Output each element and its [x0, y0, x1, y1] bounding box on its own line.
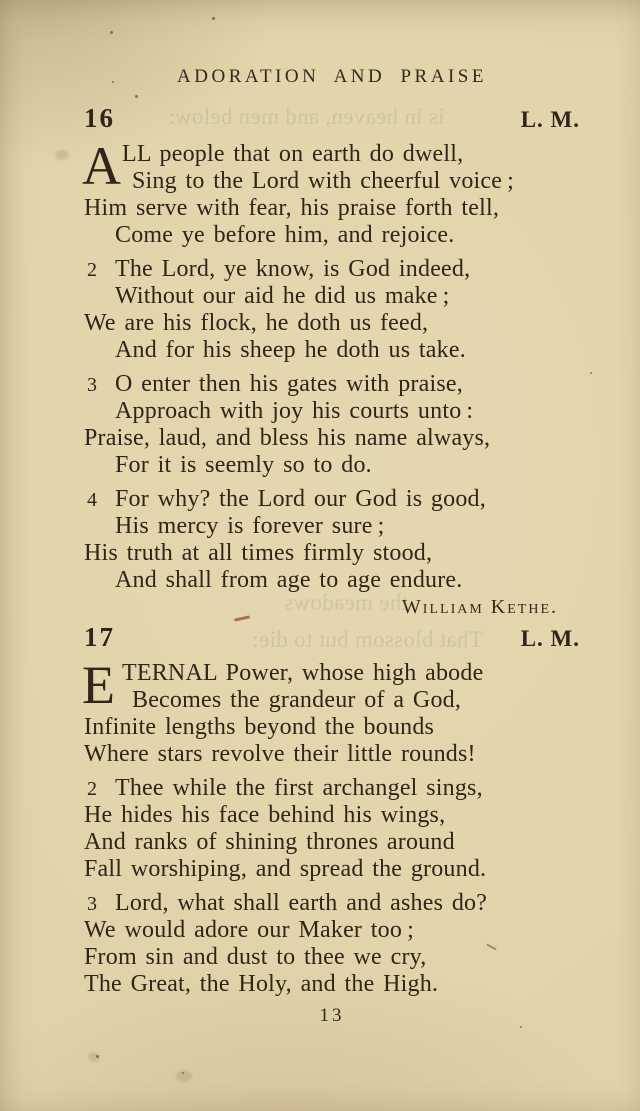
paper-blotch — [88, 1052, 100, 1062]
hymn-17-heading — [84, 622, 580, 656]
stanza-number: 2 — [87, 259, 98, 281]
stanza-number: 4 — [87, 489, 98, 511]
verse-line: We would adore our Maker too ; — [84, 917, 414, 943]
author-attribution: William Kethe. — [401, 596, 558, 618]
drop-cap: A — [82, 136, 121, 196]
stanza-2 — [84, 256, 580, 364]
hymn-meter: L. M. — [520, 626, 580, 651]
verse-line: And for his sheep he doth us take. — [115, 337, 466, 363]
verse-line: LL people that on earth do dwell, — [122, 141, 464, 167]
fox-speck — [96, 1055, 99, 1058]
hymn-number: 17 — [84, 622, 115, 652]
verse-line: For it is seemly so to do. — [115, 452, 372, 478]
hymn-16 — [84, 103, 580, 620]
stanza-1 — [82, 655, 580, 768]
stanza-number: 3 — [87, 893, 98, 915]
verse-line: Becomes the grandeur of a God, — [132, 687, 462, 713]
verse-line: Without our aid he did us make ; — [115, 283, 450, 309]
verse-line: And ranks of shining thrones around — [84, 829, 455, 855]
paper-blotch — [176, 1070, 192, 1082]
fox-speck — [212, 17, 215, 20]
show-through-text: is in heaven, and men below: — [168, 104, 445, 129]
verse-line: Sing to the Lord with cheerful voice ; — [132, 168, 514, 194]
stanza-number: 2 — [87, 778, 98, 800]
stanza-3 — [84, 371, 580, 479]
hymn-17 — [84, 622, 580, 998]
running-head: ADORATION AND PRAISE — [177, 66, 487, 87]
verse-line — [84, 890, 580, 917]
stanza-1 — [82, 136, 580, 249]
verse-line: The Great, the Holy, and the High. — [84, 971, 439, 997]
stanza-3 — [84, 890, 580, 998]
verse-line: From sin and dust to thee we cry, — [84, 944, 427, 970]
verse-line: His truth at all times firmly stood, — [84, 540, 433, 566]
stanza-number: 3 — [87, 374, 98, 396]
verse-line: Fall worshiping, and spread the ground. — [84, 856, 487, 882]
hymn-16-heading — [84, 103, 580, 137]
hymn-number: 16 — [84, 103, 115, 133]
paper-blotch — [55, 150, 69, 160]
fox-speck — [590, 372, 592, 374]
verse-line: Come ye before him, and rejoice. — [115, 222, 455, 248]
verse-line — [84, 256, 580, 283]
verse-line: Praise, laud, and bless his name always, — [84, 425, 491, 451]
hymn-meter: L. M. — [520, 107, 580, 132]
show-through-text: the meadows — [284, 590, 409, 615]
verse-line: Him serve with fear, his praise forth tell, — [84, 195, 500, 221]
verse-line: Infinite lengths beyond the bounds — [84, 714, 435, 740]
fox-speck — [110, 31, 113, 34]
verse-line: Approach with joy his courts unto : — [115, 398, 474, 424]
fox-speck — [182, 1072, 184, 1074]
verse-line: His mercy is forever sure ; — [115, 513, 385, 539]
verse-text: Lord, what shall earth and ashes do? — [115, 890, 488, 916]
verse-text: Thee while the first archangel sings, — [115, 775, 483, 801]
show-through-text: That blossom but to die: — [252, 627, 483, 652]
verse-line: He hides his face behind his wings, — [84, 802, 446, 828]
verse-text: For why? the Lord our God is good, — [115, 486, 486, 512]
verse-line — [84, 775, 580, 802]
drop-cap: E — [82, 655, 115, 715]
fox-speck — [135, 95, 138, 98]
verse-text: O enter then his gates with praise, — [115, 371, 463, 397]
stanza-4 — [84, 486, 580, 594]
verse-line: We are his flock, he doth us feed, — [84, 310, 429, 336]
verse-line: TERNAL Power, whose high abode — [122, 660, 484, 686]
verse-text: The Lord, ye know, is God indeed, — [115, 256, 471, 282]
verse-line: Where stars revolve their little rounds! — [84, 741, 476, 767]
page-number: 13 — [319, 1005, 345, 1026]
verse-line — [84, 486, 580, 513]
verse-line: And shall from age to age endure. — [115, 567, 463, 593]
verse-line — [84, 371, 580, 398]
stanza-2 — [84, 775, 580, 883]
